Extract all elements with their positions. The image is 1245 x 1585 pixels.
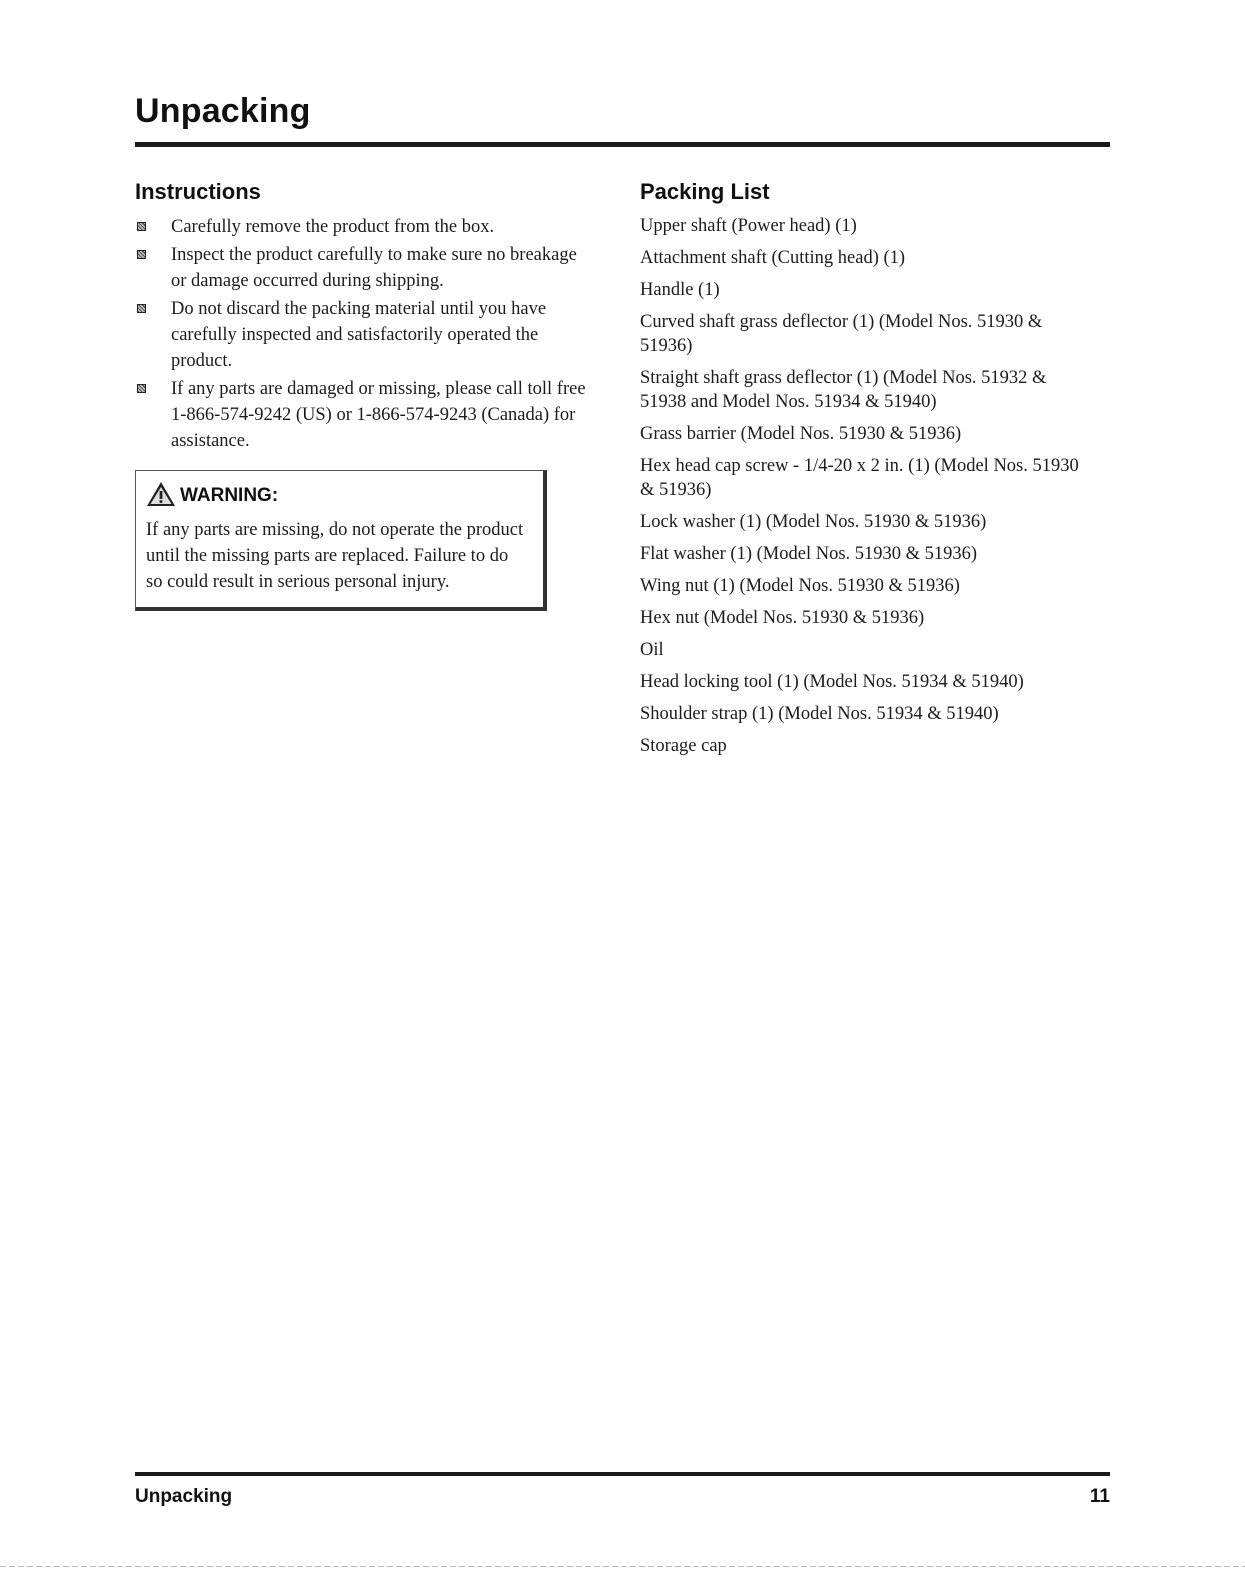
list-item: Attachment shaft (Cutting head) (1) bbox=[640, 248, 906, 268]
instructions-list bbox=[135, 214, 595, 454]
warning-title: WARNING: bbox=[180, 485, 279, 506]
instruction-text: Carefully remove the product from the box. bbox=[171, 217, 495, 237]
list-item: Hex head cap screw - 1/4-20 x 2 in. (1) (Model Nos. 51930 & 51936) bbox=[640, 456, 1079, 500]
square-bullet-icon bbox=[137, 250, 146, 259]
warning-header bbox=[146, 481, 529, 507]
page-title: Unpacking bbox=[135, 92, 311, 130]
list-item: Straight shaft grass deflector (1) (Model Nos. 51932 & 51938 and Model Nos. 51934 & 51940) bbox=[640, 368, 1047, 412]
list-item: Shoulder strap (1) (Model Nos. 51934 & 51940) bbox=[640, 704, 999, 724]
title-divider bbox=[135, 142, 1110, 147]
list-item bbox=[135, 242, 595, 294]
list-item bbox=[135, 214, 595, 240]
list-item: Lock washer (1) (Model Nos. 51930 & 51936) bbox=[640, 512, 987, 532]
list-item: Grass barrier (Model Nos. 51930 & 51936) bbox=[640, 424, 962, 444]
instruction-text: Inspect the product carefully to make sure no breakage or damage occurred during shipping. bbox=[171, 245, 577, 291]
packing-list-column bbox=[640, 178, 1100, 766]
list-item: Curved shaft grass deflector (1) (Model Nos. 51930 & 51936) bbox=[640, 312, 1043, 356]
list-item: Flat washer (1) (Model Nos. 51930 & 51936) bbox=[640, 544, 978, 564]
square-bullet-icon bbox=[137, 304, 146, 313]
footer-section-name: Unpacking bbox=[135, 1486, 233, 1507]
list-item: Head locking tool (1) (Model Nos. 51934 & 51940) bbox=[640, 672, 1024, 692]
list-item: Upper shaft (Power head) (1) bbox=[640, 216, 857, 236]
list-item: Handle (1) bbox=[640, 280, 720, 300]
instruction-text: If any parts are damaged or missing, please call toll free 1-866-574-9242 (US) or 1-866-574-9243 (Canada) for assistance. bbox=[171, 379, 586, 451]
list-item: Hex nut (Model Nos. 51930 & 51936) bbox=[640, 608, 925, 628]
list-item: Wing nut (1) (Model Nos. 51930 & 51936) bbox=[640, 576, 960, 596]
square-bullet-icon bbox=[137, 222, 146, 231]
list-item bbox=[135, 376, 595, 454]
packing-list bbox=[640, 214, 1100, 758]
instruction-text: Do not discard the packing material until you have carefully inspected and satisfactorily operated the product. bbox=[171, 299, 547, 371]
scan-edge bbox=[0, 1566, 1245, 1567]
page-number: 11 bbox=[1089, 1486, 1110, 1507]
list-item: Oil bbox=[640, 640, 664, 660]
warning-triangle-icon bbox=[146, 481, 176, 507]
list-item bbox=[135, 296, 595, 374]
warning-box bbox=[135, 470, 547, 611]
list-item: Storage cap bbox=[640, 736, 727, 756]
instructions-heading: Instructions bbox=[135, 179, 261, 204]
footer-divider bbox=[135, 1472, 1110, 1476]
packing-list-heading: Packing List bbox=[640, 179, 770, 204]
warning-text: If any parts are missing, do not operate the product until the missing parts are replaced. Failure to do so could result in serious personal injury. bbox=[146, 520, 524, 592]
instructions-column bbox=[135, 178, 595, 611]
square-bullet-icon bbox=[137, 384, 146, 393]
